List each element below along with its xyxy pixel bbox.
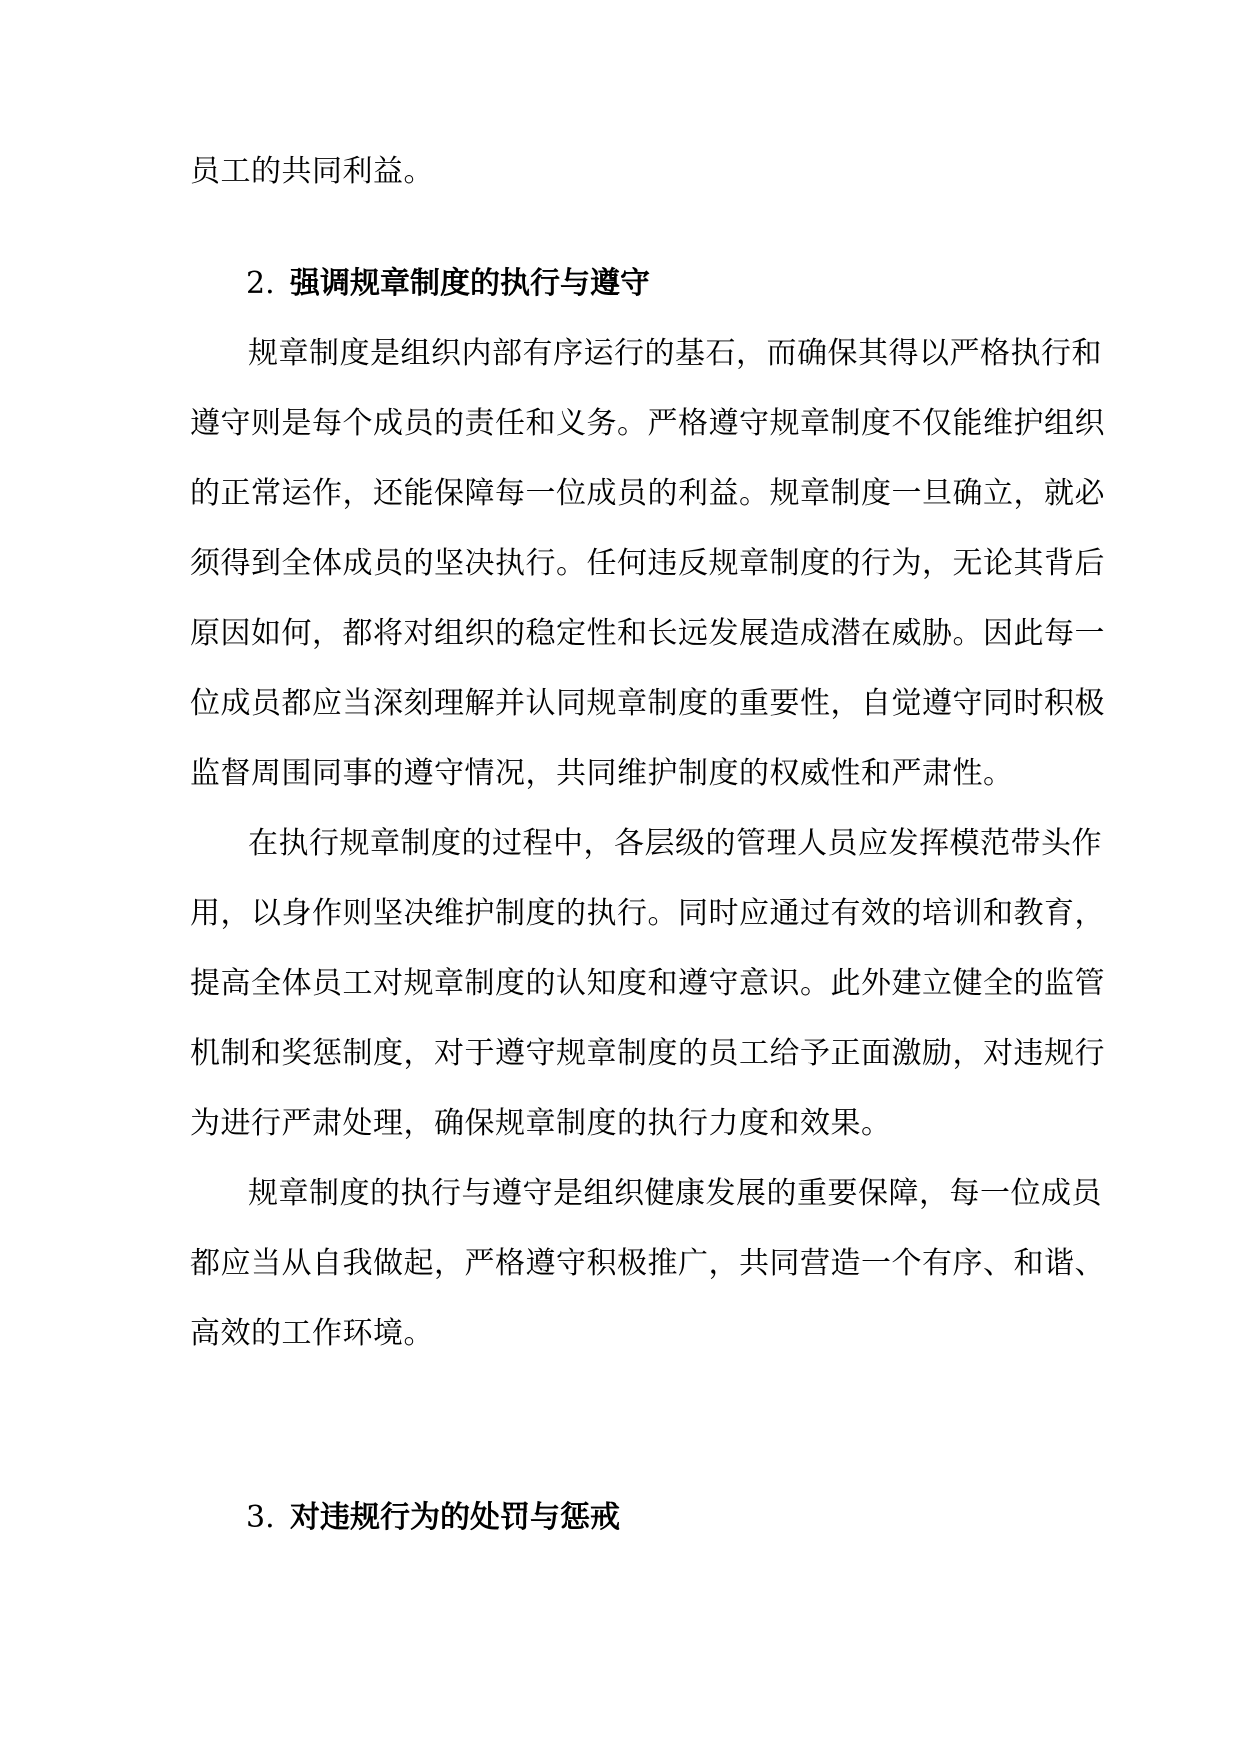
paragraph-line: 原因如何，都将对组织的稳定性和长远发展造成潜在威胁。因此每一	[190, 616, 1105, 651]
paragraph-line: 位成员都应当深刻理解并认同规章制度的重要性，自觉遵守同时积极	[190, 686, 1105, 721]
section-3-title: 对违规行为的处罚与惩戒	[290, 1500, 620, 1535]
section-2-heading	[246, 264, 650, 304]
paragraph-line: 用，以身作则坚决维护制度的执行。同时应通过有效的培训和教育，	[190, 896, 1105, 931]
continuation-line: 员工的共同利益。	[190, 154, 434, 189]
paragraph-line: 机制和奖惩制度，对于遵守规章制度的员工给予正面激励，对违规行	[190, 1036, 1105, 1071]
paragraph-line: 遵守则是每个成员的责任和义务。严格遵守规章制度不仅能维护组织	[190, 406, 1105, 441]
paragraph-line: 在执行规章制度的过程中，各层级的管理人员应发挥模范带头作	[248, 826, 1102, 861]
paragraph-line: 提高全体员工对规章制度的认知度和遵守意识。此外建立健全的监管	[190, 966, 1105, 1001]
paragraph-line: 规章制度的执行与遵守是组织健康发展的重要保障，每一位成员	[248, 1176, 1102, 1211]
section-2-title: 强调规章制度的执行与遵守	[290, 266, 650, 301]
section-2-number: 2.	[246, 266, 275, 301]
paragraph-line: 须得到全体成员的坚决执行。任何违反规章制度的行为，无论其背后	[190, 546, 1105, 581]
paragraph-line: 规章制度是组织内部有序运行的基石，而确保其得以严格执行和	[248, 336, 1102, 371]
paragraph-line: 的正常运作，还能保障每一位成员的利益。规章制度一旦确立，就必	[190, 476, 1105, 511]
paragraph-line: 高效的工作环境。	[190, 1316, 434, 1351]
paragraph-line: 都应当从自我做起，严格遵守积极推广，共同营造一个有序、和谐、	[190, 1246, 1105, 1281]
paragraph-line: 监督周围同事的遵守情况，共同维护制度的权威性和严肃性。	[190, 756, 1014, 791]
section-3-number: 3.	[246, 1500, 275, 1535]
paragraph-line: 为进行严肃处理，确保规章制度的执行力度和效果。	[190, 1106, 892, 1141]
section-3-heading	[246, 1498, 620, 1538]
